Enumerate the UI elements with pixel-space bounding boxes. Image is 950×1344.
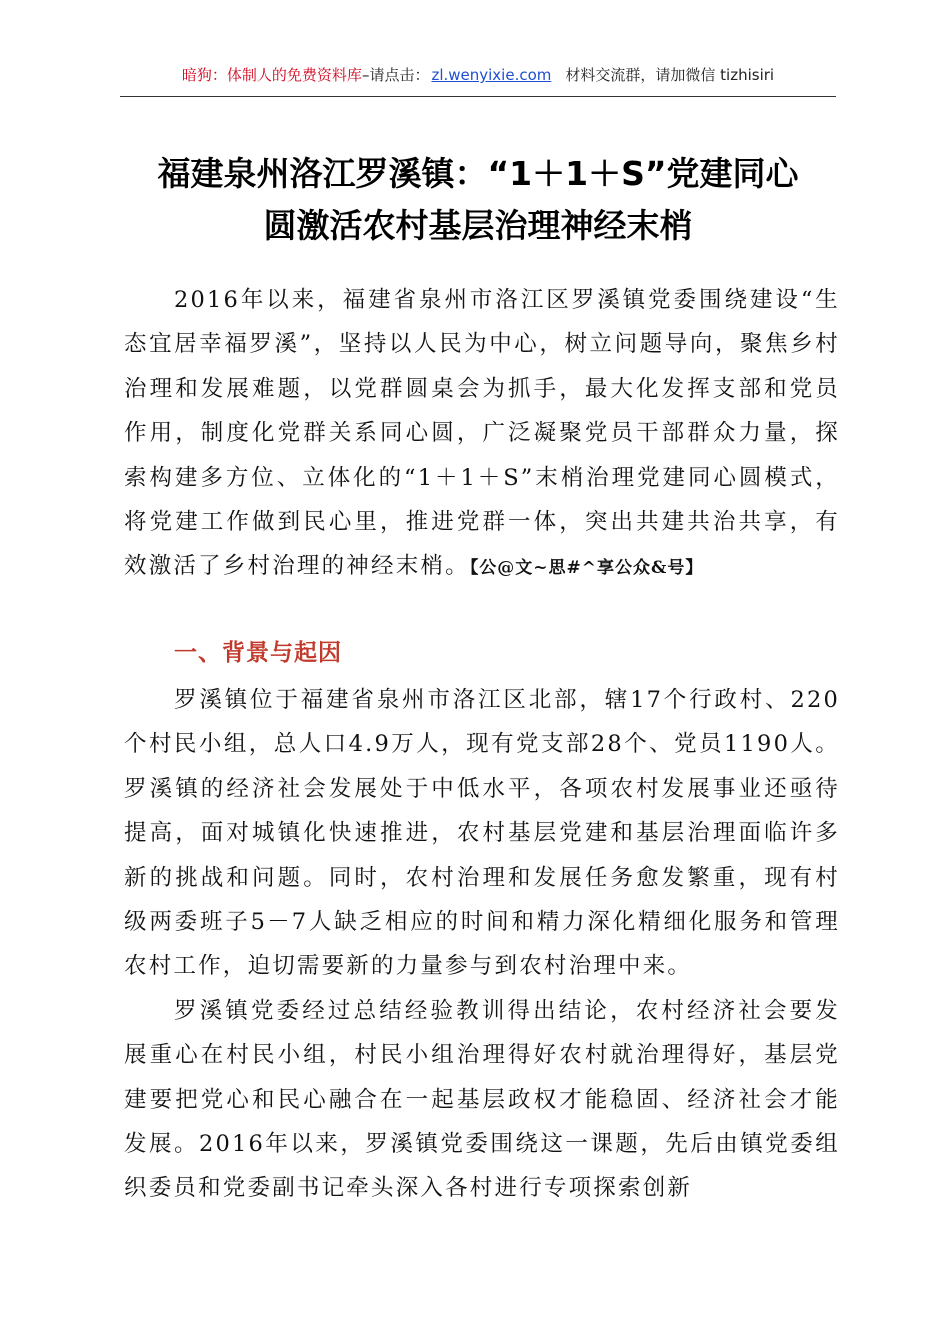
header-contact: 材料交流群，请加微信 tizhisiri <box>565 66 775 84</box>
section1-paragraph-2: 罗溪镇党委经过总结经验教训得出结论，农村经济社会要发展重心在村民小组，村民小组治理得好农村就治理得好，基层党建要把党心和民心融合在一起基层政权才能稳固、经济社会才能发展。2016年以来，罗溪镇党委围绕这一课题，先后由镇党委组织委员和党委副书记牵头深入各村进行专项探索创新 <box>124 997 840 1202</box>
section-heading-background: 一、背景与起因 <box>174 640 342 666</box>
intro-paragraph <box>124 278 840 591</box>
source-tag: 【公@文~思#^享公众&号】 <box>469 558 704 579</box>
title-line-2: 圆激活农村基层治理神经末梢 <box>263 206 693 245</box>
intro-block <box>124 278 840 591</box>
header-link[interactable]: zl.wenyixie.com <box>431 66 552 84</box>
header-click-prompt: –请点击： <box>361 66 430 84</box>
section1-paragraph-1: 罗溪镇位于福建省泉州市洛江区北部，辖17个行政村、220个村民小组，总人口4.9万人，现有党支部28个、党员1190人。罗溪镇的经济社会发展处于中低水平，各项农村发展事业还亟待提高，面对城镇化快速推进，农村基层党建和基层治理面临许多新的挑战和问题。同时，农村治理和发展任务愈发繁重，现有村级两委班子5－7人缺乏相应的时间和精力深化精细化服务和管理农村工作，迫切需要新的力量参与到农村治理中来。 <box>124 687 840 980</box>
page-header <box>120 60 836 97</box>
header-promo: 暗狗：体制人的免费资料库 <box>181 66 362 84</box>
section1-block <box>124 678 840 1211</box>
title-line-1: 福建泉州洛江罗溪镇：“1＋1＋S”党建同心 <box>157 154 799 193</box>
document-title <box>100 148 856 252</box>
intro-text: 2016年以来，福建省泉州市洛江区罗溪镇党委围绕建设“生态宜居幸福罗溪”，坚持以人民为中心，树立问题导向，聚焦乡村治理和发展难题，以党群圆桌会为抓手，最大化发挥支部和党员作用，制度化党群关系同心圆，广泛凝聚党员干部群众力量，探索构建多方位、立体化的“1＋1＋S”末梢治理党建同心圆模式，将党建工作做到民心里，推进党群一体，突出共建共治共享，有效激活了乡村治理的神经末梢。 <box>124 287 840 580</box>
